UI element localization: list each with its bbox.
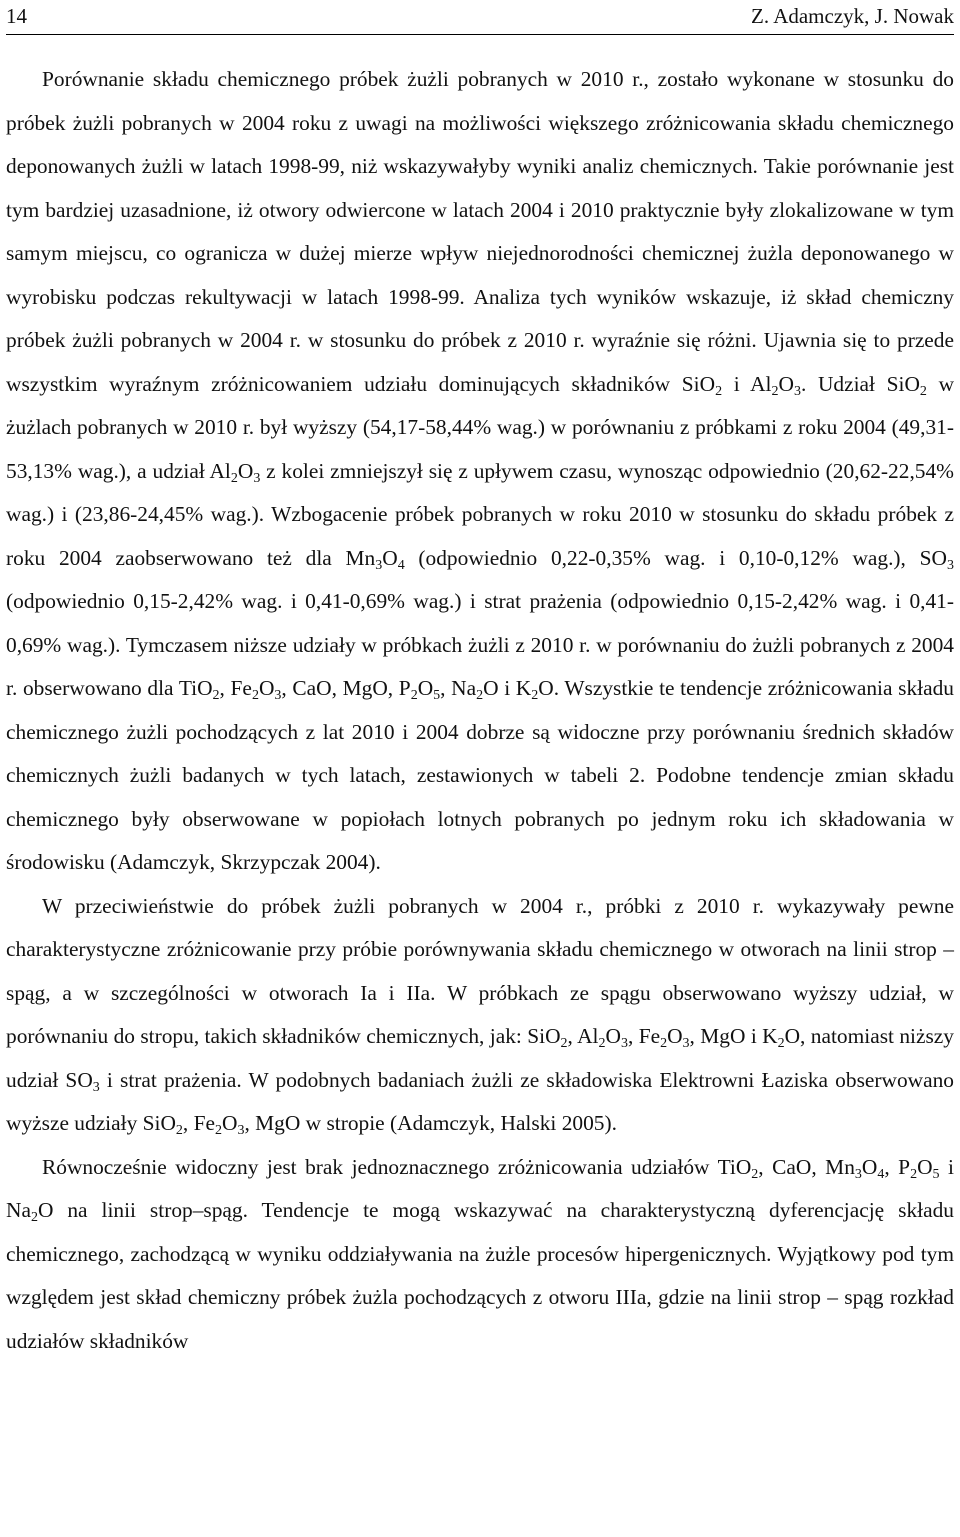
- body-text: [6, 58, 954, 1363]
- subscript: 3: [375, 557, 383, 573]
- text-run: O i K: [483, 676, 532, 700]
- text-run: , Na: [440, 676, 477, 700]
- subscript: 2: [660, 1036, 668, 1051]
- subscript: 3: [854, 1166, 862, 1182]
- paragraph: [6, 58, 954, 885]
- text-run: z kolei zmniejszył się z upływem czasu, wynosząc odpowiednio (20,62-22,54% wag.) i (23,86-24,45% wag.). Wzbogacenie próbek pobranych w roku 2010 w stosunku do składu próbek z roku 2004 zaobserwowano też dla Mn: [6, 458, 955, 570]
- subscript: 2: [175, 1123, 183, 1138]
- subscript: 2: [230, 470, 238, 486]
- text-run: i strat prażenia. W podobnych badaniach żużli ze składowiska Elektrowni Łaziska obserwowano wyższe udziały SiO: [6, 1067, 954, 1135]
- subscript: 2: [410, 688, 418, 703]
- text-run: w żużlach pobranych w 2010 r. był wyższy (54,17-58,44% wag.) w porównaniu z próbkami z roku 2004 (49,31-53,13% wag.), a udział Al: [6, 371, 955, 483]
- subscript: 3: [253, 470, 261, 486]
- subscript: 2: [777, 1036, 785, 1051]
- subscript: 2: [215, 1123, 222, 1138]
- text-run: , Al: [567, 1024, 599, 1048]
- text-run: O: [605, 1024, 621, 1048]
- running-header-authors: Z. Adamczyk, J. Nowak: [751, 4, 954, 28]
- page-number: 14: [6, 4, 27, 28]
- text-run: , CaO, Mn: [758, 1154, 855, 1179]
- subscript: 3: [237, 1123, 245, 1138]
- subscript: 2: [30, 1210, 38, 1225]
- subscript: 2: [560, 1036, 568, 1051]
- text-run: Równocześnie widoczny jest brak jednoznacznego zróżnicowania udziałów TiO: [42, 1154, 752, 1179]
- subscript: 3: [793, 383, 801, 399]
- text-run: , Fe: [219, 676, 252, 700]
- subscript: 4: [397, 557, 405, 573]
- text-run: O: [417, 676, 434, 700]
- subscript: 3: [274, 688, 282, 703]
- subscript: 2: [910, 1166, 918, 1182]
- text-run: (odpowiednio 0,15-2,42% wag. i 0,41-0,69% wag.) i strat prażenia (odpowiednio 0,15-2,42% wag. i 0,41-0,69% wag.). Tymczasem niższe udziały w próbkach żużli z 2010 r. w porównaniu do żużli pobranych z 2004 r. obserwowano dla TiO: [6, 589, 954, 700]
- paragraph: [6, 1146, 954, 1364]
- text-run: O. Wszystkie te tendencje zróżnicowania składu chemicznego żużli pochodzących z lat 2010 i 2004 dobrze są widoczne przy porównaniu średnich składów chemicznych żużli badanych w tych latach, zestawionych w tabeli 2. Podobne tendencje zmian składu chemicznego były obserwowane w popiołach lotnych pobranych po jednym roku ich składowania w środowisku (Adamczyk, Skrzypczak 2004).: [6, 676, 954, 874]
- text-run: , P: [884, 1154, 911, 1179]
- subscript: 3: [92, 1079, 100, 1095]
- text-run: , Fe: [627, 1024, 661, 1048]
- text-run: O: [667, 1024, 683, 1048]
- text-run: i Na: [6, 1154, 954, 1222]
- text-run: O: [917, 1154, 933, 1179]
- text-run: i Al: [722, 371, 772, 396]
- paragraph: [6, 885, 954, 1146]
- text-run: . Udział SiO: [800, 371, 920, 396]
- subscript: 3: [682, 1036, 690, 1051]
- text-run: (odpowiednio 0,22-0,35% wag. i 0,10-0,12% wag.), SO: [404, 545, 947, 570]
- text-run: , CaO, MgO, P: [281, 676, 411, 700]
- text-run: Porównanie składu chemicznego próbek żużli pobranych w 2010 r., zostało wykonane w stosunku do próbek żużli pobranych w 2004 roku z uwagi na możliwości większego zróżnicowania składu chemicznego deponowanych żużli w latach 1998-99, niż wskazywałyby wyniki analiz chemicznych. Takie porównanie jest tym bardziej uzasadnione, iż otwory odwiercone w latach 2004 i 2010 praktycznie były zlokalizowane w tym samym miejscu, co ogranicza w dużej mierze wpływ niejednorodności chemicznej żużla deponowanego w wyrobisku podczas rekultywacji w latach 1998-99. Analiza tych wyników wskazuje, iż skład chemiczny próbek żużli pobranych w 2004 r. w stosunku do próbek z 2010 r. wyraźnie się różni. Ujawnia się to przede wszystkim wyraźnym zróżnicowaniem udziału dominujących składników SiO: [6, 67, 954, 396]
- text-run: O: [222, 1111, 238, 1135]
- subscript: 2: [476, 688, 484, 703]
- subscript: 5: [932, 1166, 940, 1182]
- subscript: 3: [946, 557, 954, 573]
- subscript: 2: [531, 688, 539, 703]
- text-run: O: [382, 545, 398, 570]
- subscript: 2: [919, 383, 927, 399]
- subscript: 2: [715, 383, 723, 399]
- text-run: O na linii strop–spąg. Tendencje te mogą wskazywać na charakterystyczną dyferencjację składu chemicznego, zachodzącą w wyniku oddziaływania na żużle procesów hipergenicznych. Wyjątkowy pod tym względem jest skład chemiczny próbek żużla pochodzących z otworu IIIa, gdzie na linii strop – spąg rozkład udziałów składników: [6, 1198, 954, 1353]
- text-run: , MgO i K: [689, 1024, 778, 1048]
- subscript: 2: [251, 688, 259, 703]
- subscript: 4: [877, 1166, 885, 1182]
- subscript: 2: [751, 1166, 759, 1182]
- text-run: , MgO w stropie (Adamczyk, Halski 2005).: [244, 1111, 617, 1135]
- page-header: [6, 0, 954, 35]
- text-run: O: [237, 458, 254, 483]
- text-run: O: [258, 676, 275, 700]
- subscript: 2: [771, 383, 779, 399]
- text-run: O: [861, 1154, 878, 1179]
- text-run: , Fe: [182, 1111, 215, 1135]
- text-run: O, natomiast niższy udział SO: [6, 1024, 954, 1092]
- subscript: 3: [620, 1036, 628, 1051]
- subscript: 2: [212, 688, 220, 703]
- subscript: 2: [598, 1036, 606, 1051]
- text-run: O: [778, 371, 794, 396]
- subscript: 5: [433, 688, 441, 703]
- text-run: W przeciwieństwie do próbek żużli pobranych w 2004 r., próbki z 2010 r. wykazywały pewne charakterystyczne zróżnicowanie przy próbie porównywania składu chemicznego w otworach na linii strop – spąg, a w szczególności w otworach Ia i IIa. W próbkach ze spągu obserwowano wyższy udział, w porównaniu do stropu, takich składników chemicznych, jak: SiO: [6, 893, 954, 1048]
